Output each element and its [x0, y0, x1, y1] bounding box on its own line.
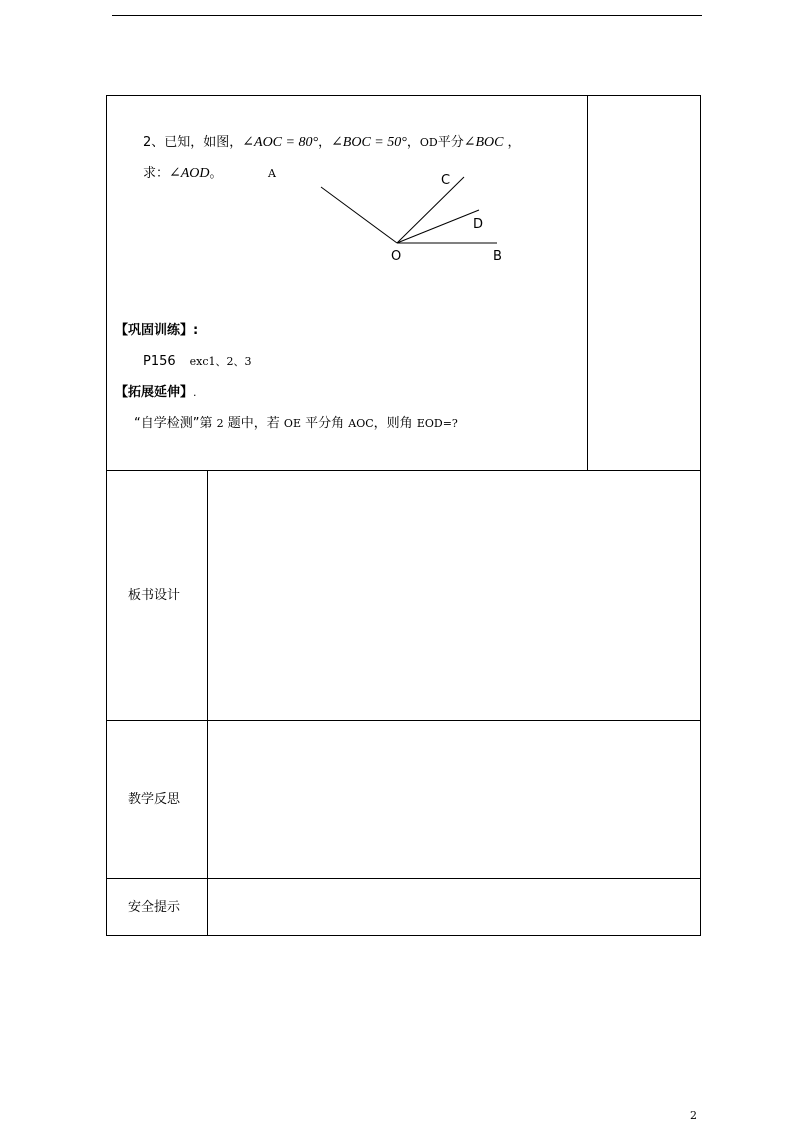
practice-page: P156	[143, 354, 176, 369]
ray-oc	[397, 177, 464, 243]
separator: ，	[406, 135, 420, 150]
extension-dot: .	[193, 386, 197, 399]
angle-boc: ∠BOC = 50°	[331, 135, 407, 150]
point-o-label: O	[391, 249, 402, 264]
separator: ，	[318, 135, 332, 150]
angle-boc-ref: ∠BOC	[463, 135, 504, 150]
board-design-label: 板书设计	[128, 588, 181, 603]
reflection-label: 教学反思	[128, 792, 181, 807]
point-b-label: B	[493, 249, 502, 264]
point-d-label: D	[473, 217, 484, 232]
practice-exercises: exc1、2、3	[189, 355, 252, 368]
ask-prefix: 求：	[143, 166, 170, 181]
extension-heading: 【拓展延伸】.	[115, 385, 197, 400]
bisects-text: 平分	[437, 135, 464, 150]
angle-aod: ∠AOD	[169, 166, 210, 181]
practice-heading: 【巩固训练】:	[115, 323, 199, 338]
point-a-label: A	[268, 167, 276, 180]
problem-prefix: 2、已知，如图，	[143, 135, 243, 150]
point-c-label: C	[441, 173, 451, 188]
ray-od	[397, 210, 479, 243]
ask-end: 。	[209, 166, 223, 181]
angle-aoc: ∠AOC = 80°	[242, 135, 319, 150]
od-label: OD	[419, 136, 438, 149]
page-number: 2	[690, 1109, 697, 1122]
ray-oa	[321, 187, 397, 243]
safety-label: 安全提示	[128, 900, 181, 915]
extension-question: “自学检测”第 2 题中，若 OE 平分角 AOC，则角 EOD=?	[134, 416, 458, 431]
practice-reference	[143, 355, 252, 368]
separator: ，	[507, 135, 521, 150]
